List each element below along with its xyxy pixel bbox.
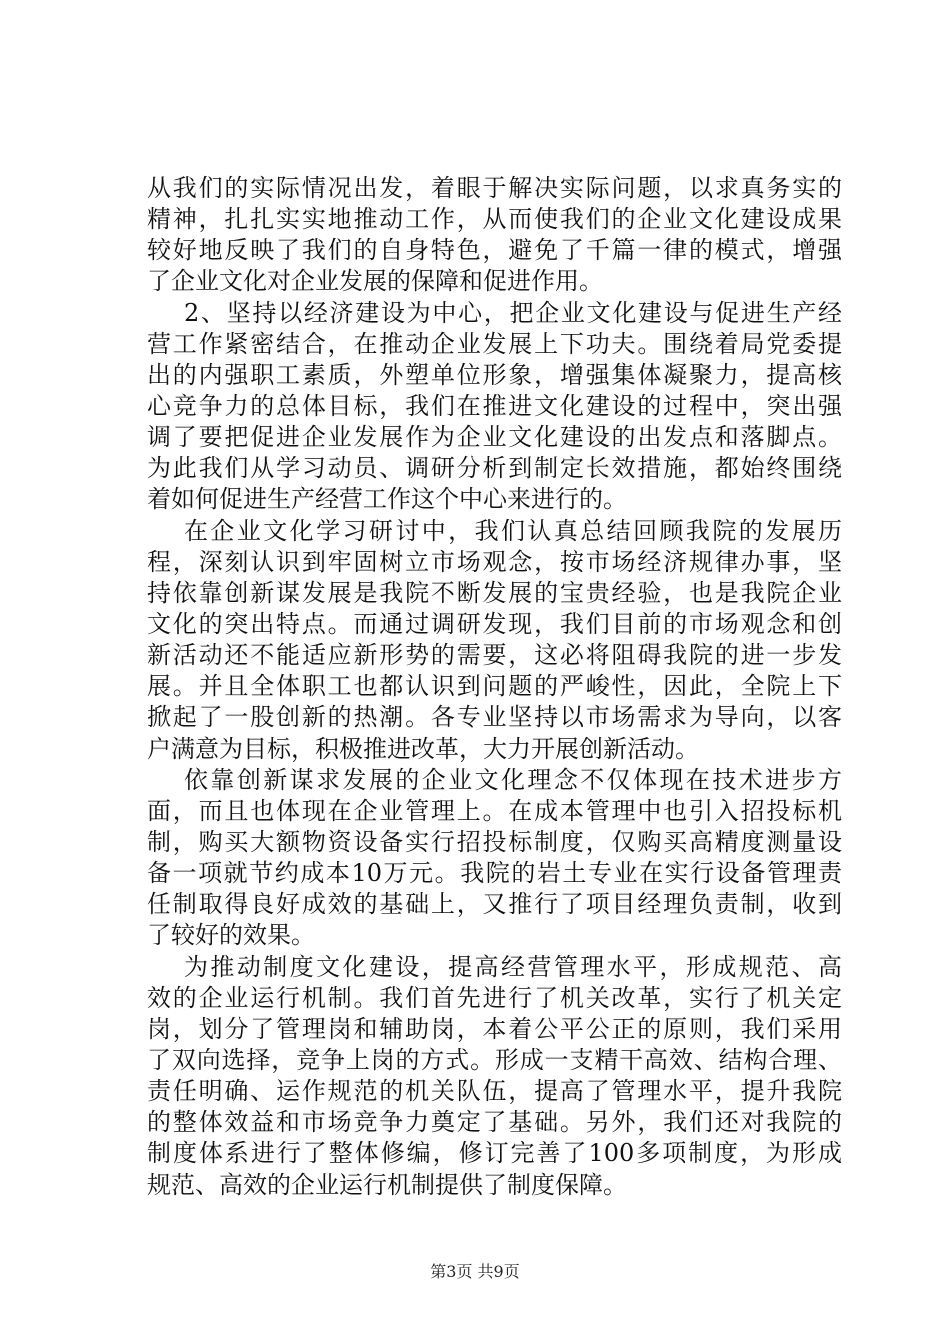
text-line: 为此我们从学习动员、调研分析到制定长效措施，都始终围绕 [147,454,842,483]
text-line: 制度体系进行了整体修编，修订完善了100多项制度，为形成 [147,1139,842,1168]
text-line: 2、坚持以经济建设为中心，把企业文化建设与促进生产经 [184,298,842,327]
text-line: 持依靠创新谋发展是我院不断发展的宝贵经验，也是我院企业 [147,578,842,607]
text-line: 面，而且也体现在企业管理上。在成本管理中也引入招投标机 [147,796,842,825]
document-body [147,173,842,1201]
text-line: 程，深刻认识到牢固树立市场观念，按市场经济规律办事，坚 [147,547,842,576]
text-line: 制，购买大额物资设备实行招投标制度，仅购买高精度测量设 [147,827,842,856]
paragraph [147,952,842,1201]
text-line: 为推动制度文化建设，提高经营管理水平，形成规范、高 [184,952,842,981]
text-line: 展。并且全体职工也都认识到问题的严峻性，因此，全院上下 [147,672,842,701]
text-line: 规范、高效的企业运行机制提供了制度保障。 [147,1170,627,1199]
text-line: 较好地反映了我们的自身特色，避免了千篇一律的模式，增强 [147,236,842,265]
page-number-footer: 第3页 共9页 [430,1262,520,1281]
text-line: 备一项就节约成本10万元。我院的岩土专业在实行设备管理责 [147,859,842,888]
text-line: 依靠创新谋求发展的企业文化理念不仅体现在技术进步方 [184,765,842,794]
text-line: 的整体效益和市场竞争力奠定了基础。另外，我们还对我院的 [147,1108,842,1137]
text-line: 营工作紧密结合，在推动企业发展上下功夫。围绕着局党委提 [147,329,842,358]
text-line: 任制取得良好成效的基础上，又推行了项目经理负责制，收到 [147,890,842,919]
paragraph [147,765,842,952]
text-line: 责任明确、运作规范的机关队伍，提高了管理水平，提升我院 [147,1077,842,1106]
text-line: 户满意为目标，积极推进改革，大力开展创新活动。 [147,734,699,763]
text-line: 出的内强职工素质，外塑单位形象，增强集体凝聚力，提高核 [147,360,842,389]
text-line: 着如何促进生产经营工作这个中心来进行的。 [147,485,627,514]
text-line: 精神，扎扎实实地推动工作，从而使我们的企业文化建设成果 [147,205,842,234]
text-line: 从我们的实际情况出发，着眼于解决实际问题，以求真务实的 [147,174,842,202]
text-line: 新活动还不能适应新形势的需要，这必将阻碍我院的进一步发 [147,641,842,670]
text-line: 了双向选择，竞争上岗的方式。形成一支精干高效、结构合理、 [147,1045,842,1074]
paragraph [147,298,842,516]
text-line: 掀起了一股创新的热潮。各专业坚持以市场需求为导向，以客 [147,703,842,732]
paragraph [147,516,842,765]
text-line: 在企业文化学习研讨中，我们认真总结回顾我院的发展历 [184,516,842,545]
text-line: 了较好的效果。 [147,921,315,950]
paragraph [147,173,842,298]
text-line: 效的企业运行机制。我们首先进行了机关改革，实行了机关定 [147,983,842,1012]
text-line: 岗，划分了管理岗和辅助岗，本着公平公正的原则，我们采用 [147,1014,842,1043]
text-line: 心竞争力的总体目标，我们在推进文化建设的过程中，突出强 [147,391,842,420]
text-line: 了企业文化对企业发展的保障和促进作用。 [147,267,603,296]
text-line: 调了要把促进企业发展作为企业文化建设的出发点和落脚点。 [147,423,842,452]
text-line: 文化的突出特点。而通过调研发现，我们目前的市场观念和创 [147,609,842,638]
